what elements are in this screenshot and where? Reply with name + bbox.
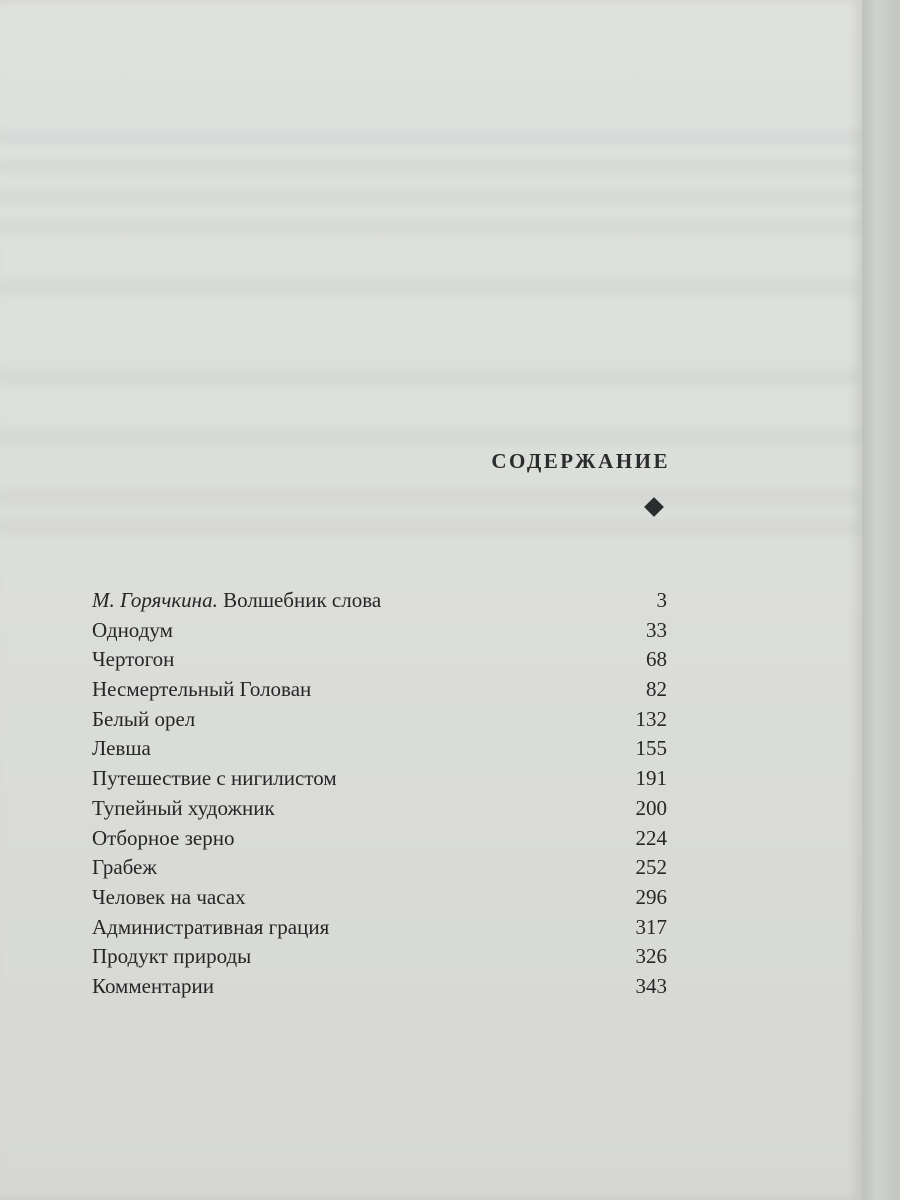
toc-entry-title: Тупейный художник bbox=[92, 795, 275, 820]
toc-entry-title: Отборное зерно bbox=[92, 825, 235, 850]
toc-entry-text bbox=[92, 677, 311, 702]
toc-entry-text bbox=[92, 707, 195, 732]
toc-entry-text bbox=[92, 766, 337, 791]
toc-entry bbox=[92, 915, 667, 945]
toc-entry-title: Несмертельный Голован bbox=[92, 677, 312, 702]
bleed-through-text bbox=[0, 220, 862, 234]
toc-entry bbox=[92, 855, 667, 885]
toc-entry-text bbox=[92, 647, 174, 672]
toc-entry-page-number: 82 bbox=[646, 677, 667, 702]
bleed-through-text bbox=[0, 160, 862, 174]
toc-entry-page-number: 68 bbox=[646, 647, 667, 672]
toc-entry-text bbox=[92, 826, 234, 851]
toc-entry-title: Грабеж bbox=[92, 855, 157, 880]
bleed-through-text bbox=[0, 430, 862, 444]
toc-list bbox=[92, 588, 667, 1004]
toc-entry-page-number: 33 bbox=[646, 617, 667, 642]
toc-entry-page-number: 200 bbox=[635, 795, 667, 820]
toc-entry bbox=[92, 647, 667, 677]
toc-entry-title: Путешествие с нигилистом bbox=[92, 766, 337, 791]
toc-entry-title: Чертогон bbox=[92, 647, 175, 672]
bleed-through-text bbox=[0, 280, 862, 294]
toc-entry bbox=[92, 826, 667, 856]
toc-entry-title: Левша bbox=[92, 736, 151, 761]
toc-entry-title: Продукт природы bbox=[92, 944, 252, 969]
toc-entry bbox=[92, 766, 667, 796]
toc-entry-text bbox=[92, 796, 275, 821]
toc-entry-page-number: 317 bbox=[635, 914, 667, 939]
book-gutter bbox=[862, 0, 900, 1200]
toc-heading: СОДЕРЖАНИЕ bbox=[491, 449, 670, 473]
toc-entry bbox=[92, 944, 667, 974]
toc-entry bbox=[92, 677, 667, 707]
toc-entry-text bbox=[92, 736, 151, 761]
toc-entry-page-number: 252 bbox=[635, 855, 667, 880]
bleed-through-text bbox=[0, 370, 862, 384]
toc-entry-page-number: 155 bbox=[635, 736, 667, 761]
toc-entry-page-number: 326 bbox=[635, 944, 667, 969]
toc-entry-title: Белый орел bbox=[92, 706, 196, 731]
toc-entry bbox=[92, 588, 667, 618]
toc-entry-text bbox=[92, 974, 214, 999]
toc-entry-page-number: 191 bbox=[635, 766, 667, 791]
toc-entry bbox=[92, 618, 667, 648]
toc-entry bbox=[92, 796, 667, 826]
toc-entry bbox=[92, 885, 667, 915]
bleed-through-text bbox=[0, 130, 862, 144]
toc-entry-author: М. Горячкина. bbox=[92, 588, 218, 612]
toc-entry-text bbox=[92, 618, 173, 643]
toc-entry-title: Комментарии bbox=[92, 973, 214, 998]
toc-entry-page-number: 343 bbox=[635, 973, 667, 998]
toc-entry-text bbox=[92, 885, 246, 910]
toc-entry-text bbox=[92, 588, 381, 613]
toc-entry-page-number: 3 bbox=[656, 588, 667, 612]
toc-entry-text bbox=[92, 855, 157, 880]
bleed-through-text bbox=[0, 190, 862, 204]
toc-entry-text bbox=[92, 915, 329, 940]
toc-entry-title: Волшебник слова bbox=[223, 588, 382, 612]
toc-entry-title: Административная грация bbox=[92, 914, 330, 939]
toc-entry-page-number: 224 bbox=[635, 825, 667, 850]
toc-entry-title: Однодум bbox=[92, 617, 173, 642]
bleed-through-text bbox=[0, 490, 862, 504]
toc-entry-title: Человек на часах bbox=[92, 884, 246, 909]
toc-entry-page-number: 132 bbox=[635, 706, 667, 731]
toc-entry bbox=[92, 974, 667, 1004]
bleed-through-text bbox=[0, 520, 862, 534]
toc-entry-text bbox=[92, 944, 251, 969]
toc-entry bbox=[92, 707, 667, 737]
toc-entry-page-number: 296 bbox=[635, 884, 667, 909]
toc-entry bbox=[92, 736, 667, 766]
